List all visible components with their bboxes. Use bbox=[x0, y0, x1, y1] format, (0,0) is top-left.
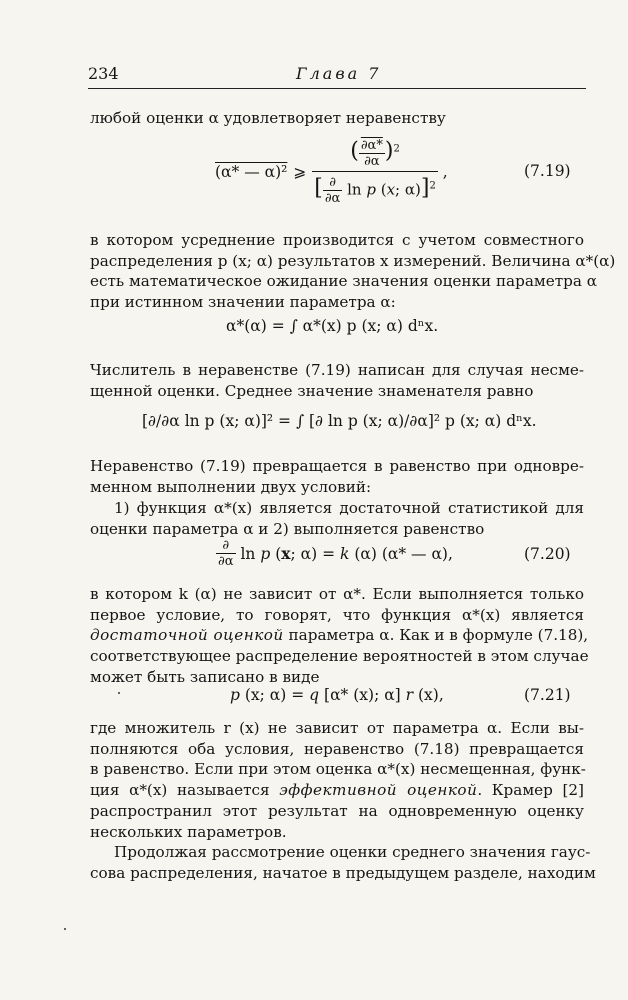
equation-7-21: p (x; α) = q [α* (x); α] r (x), bbox=[230, 686, 444, 704]
text-line: при истинном значении параметра α: bbox=[90, 293, 396, 312]
text-line: менном выполнении двух условий: bbox=[90, 477, 372, 496]
page-number: 234 bbox=[88, 64, 119, 83]
text-line: может быть записано в виде bbox=[90, 667, 320, 686]
text-line: в котором усреднение производится с учетом совместного bbox=[90, 231, 584, 249]
paragraph-6 bbox=[90, 584, 589, 688]
text-line: Числитель в неравенстве (7.19) написан для случая несме- bbox=[90, 361, 584, 379]
text-line: распределения p (x; α) результатов x измерений. Величина α*(α) bbox=[90, 251, 616, 270]
chapter-title: Глава 7 bbox=[296, 64, 382, 83]
paragraph-7 bbox=[90, 718, 584, 842]
text-line: нескольких параметров. bbox=[90, 822, 287, 841]
text-line: в котором k (α) не зависит от α*. Если выполняется только bbox=[90, 585, 584, 603]
text-line: 1) функция α*(x) является достаточной статистикой для bbox=[114, 499, 584, 517]
equation-number: (7.20) bbox=[524, 545, 571, 563]
paragraph-8 bbox=[90, 842, 596, 883]
text-line: щенной оценки. Среднее значение знаменателя равно bbox=[90, 381, 534, 400]
text-line: любой оценки α удовлетворяет неравенству bbox=[90, 109, 446, 127]
equation-mean: α*(α) = ∫ α*(x) p (x; α) dⁿx. bbox=[226, 317, 439, 335]
text-line: Неравенство (7.19) превращается в равенство при одновре- bbox=[90, 457, 584, 475]
text-line: достаточной оценкой параметра α. Как и в формуле (7.18), bbox=[90, 626, 589, 645]
text-line: есть математическое ожидание значения оценки параметра α bbox=[90, 272, 597, 291]
text-line: первое условие, то говорят, что функция α*(x) является bbox=[90, 605, 584, 624]
text-line: где множитель r (x) не зависит от параметра α. Если вы- bbox=[90, 719, 584, 737]
header-rule bbox=[88, 88, 586, 89]
text-line: сова распределения, начатое в предыдущем разделе, находим bbox=[90, 863, 596, 882]
equation-number: (7.19) bbox=[524, 162, 571, 180]
text-line: ция α*(x) называется эффективной оценкой. Крамер [2] bbox=[90, 781, 584, 800]
text-line: Продолжая рассмотрение оценки среднего значения гаус- bbox=[114, 843, 591, 861]
equation-7-20: $\frac{\partial}{\partial\alpha}$ ln p (x; α) = k (α) (α* — α), bbox=[218, 538, 453, 569]
paragraph-4 bbox=[90, 456, 584, 497]
equation-number: (7.21) bbox=[524, 686, 571, 704]
paragraph-intro bbox=[90, 108, 584, 129]
term-efficient-estimate: эффективной оценкой bbox=[279, 781, 478, 800]
text-line: в равенство. Если при этом оценка α*(x) несмещенная, функ- bbox=[90, 760, 586, 779]
paragraph-5 bbox=[90, 498, 584, 539]
text-line: полняются оба условия, неравенство (7.18) превращается bbox=[90, 739, 584, 758]
text-line: распространил этот результат на одновременную оценку bbox=[90, 801, 584, 820]
equation-7-19: (α* — α)² ⩾ ( $\frac{\partial\alpha*}{\partial\alpha}$ )$^2$ [ $\frac{\partial}{\partial\alpha}$ ln p (x; α)]$^2$ , bbox=[215, 138, 448, 206]
equation-denominator: [∂/∂α ln p (x; α)]² = ∫ [∂ ln p (x; α)/∂α]² p (x; α) dⁿx. bbox=[142, 412, 537, 430]
term-sufficient-estimate: достаточной оценкой bbox=[90, 626, 284, 645]
paragraph-3 bbox=[90, 360, 584, 401]
text-line: соответствующее распределение вероятностей в этом случае bbox=[90, 647, 589, 666]
print-speck bbox=[118, 692, 120, 694]
page-header bbox=[88, 64, 586, 88]
print-speck bbox=[64, 928, 66, 930]
paragraph-2 bbox=[90, 230, 616, 313]
text-line: оценки параметра α и 2) выполняется равенство bbox=[90, 519, 485, 538]
